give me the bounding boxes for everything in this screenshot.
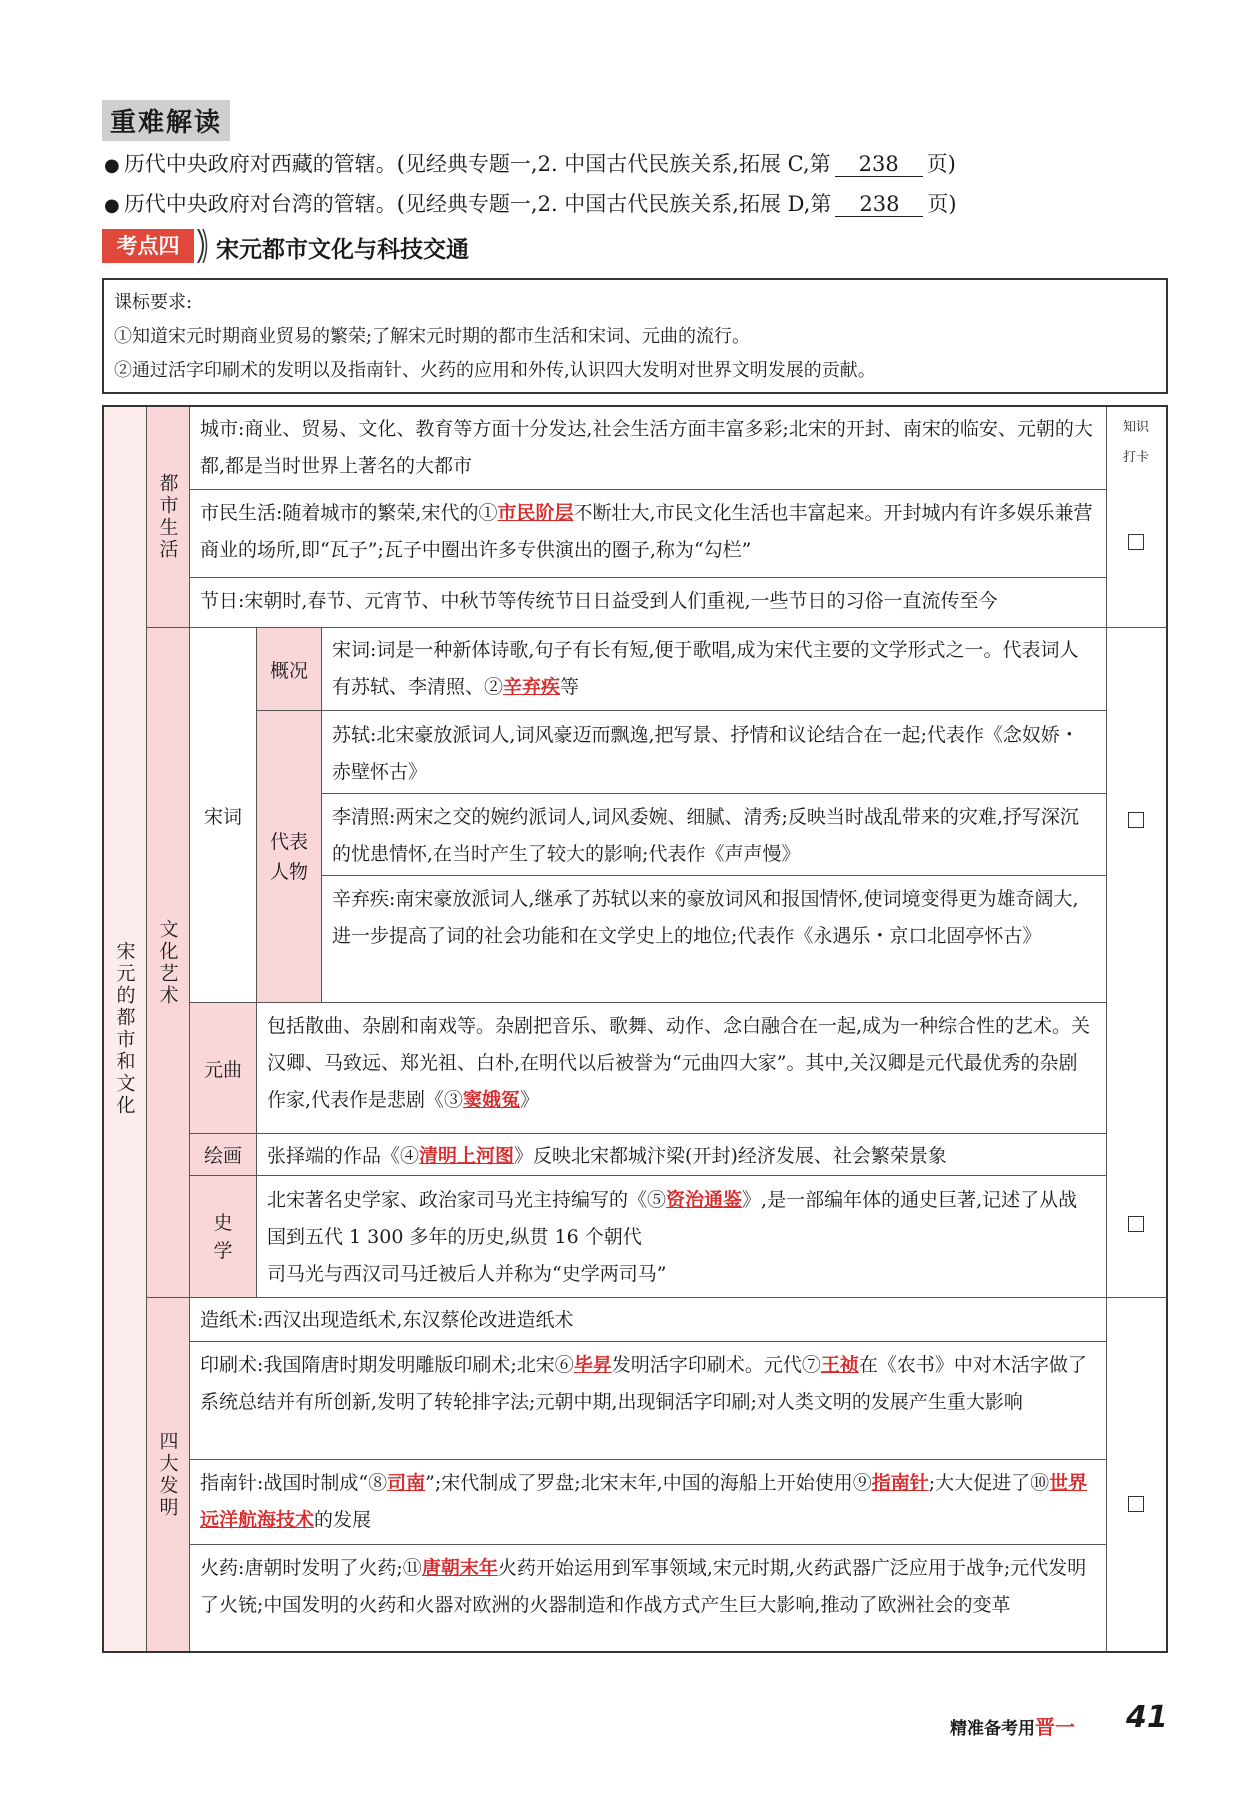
checkbox-sida[interactable] [1128, 1496, 1144, 1512]
row-shimin: 市民生活:随着城市的繁荣,宋代的①市民阶层不断壮大,市民文化生活也丰富起来。开封城内有许多娱乐兼营商业的场所,即“瓦子”;瓦子中圈出许多专供演出的圈子,称为“勾栏” [200, 502, 1093, 561]
answer-8: 司南 [387, 1472, 426, 1494]
row-city: 城市:商业、贸易、文化、教育等方面十分发达,社会生活方面丰富多彩;北宋的开封、南宋的临安、元朝的大都,都是当时世界上著名的大都市 [200, 418, 1093, 477]
row-huoyao: 火药:唐朝时发明了火药;⑪唐朝末年火药开始运用到军事领域,宋元时期,火药武器广泛应用于战争;元代发明了火铳;中国发明的火药和火器对欧洲的火器制造和作战方式产生巨大影响,推动了欧洲社会的变革 [200, 1557, 1087, 1616]
checkbox-dushi[interactable] [1128, 534, 1144, 550]
section-label-wenhua: 文化艺术 [147, 628, 189, 1297]
kaodian-divider-icon [196, 229, 210, 263]
bullet-item [104, 188, 957, 218]
checkbox-songci[interactable] [1128, 812, 1144, 828]
sub-label-gaikuang: 概况 [257, 628, 321, 710]
kaodian-title: 宋元都市文化与科技交通 [216, 237, 469, 263]
answer-7: 王祯 [820, 1354, 859, 1376]
outer-label: 宋元的都市和文化 [104, 407, 146, 1651]
standard-item: ②通过活字印刷术的发明以及指南针、火药的应用和外传,认识四大发明对世界文明发展的贡献。 [114, 360, 876, 381]
knowledge-table [102, 405, 1168, 1653]
row-shixue-note: 司马光与西汉司马迁被后人并称为“史学两司马” [267, 1263, 667, 1285]
fill-blank: 238 [835, 192, 923, 217]
section-label-dushi: 都市生活 [147, 407, 189, 627]
row-yinshua: 印刷术:我国隋唐时期发明雕版印刷术;北宋⑥毕昇发明活字印刷术。元代⑦王祯在《农书》中对木活字做了系统总结并有所创新,发明了转轮排字法;元朝中期,出现铜活字印刷;对人类文明的发展产生重大影响 [200, 1354, 1087, 1413]
bullet-item [104, 148, 956, 178]
standard-title: 课标要求: [114, 292, 193, 313]
row-liqingzhao: 李清照:两宋之交的婉约派词人,词风委婉、细腻、清秀;反映当时战乱带来的灾难,抒写深沉的忧患情怀,在当时产生了较大的影响;代表作《声声慢》 [332, 806, 1079, 865]
section-heading: 重难解读 [102, 100, 230, 141]
sub-label-shixue: 史学 [190, 1176, 256, 1297]
section-label-sida: 四大发明 [147, 1298, 189, 1651]
page-number: 41 [1126, 1700, 1168, 1735]
footer-brand: 精准备考用晋一 [950, 1715, 1075, 1739]
checkbox-shixue[interactable] [1128, 1216, 1144, 1232]
row-jieri: 节日:宋朝时,春节、元宵节、中秋节等传统节日日益受到人们重视,一些节日的习俗一直流传至今 [200, 590, 998, 612]
answer-6: 毕昇 [573, 1354, 612, 1376]
bullet-icon: ● [104, 155, 120, 176]
row-shixue: 北宋著名史学家、政治家司马光主持编写的《⑤资治通鉴》,是一部编年体的通史巨著,记述了从战国到五代 1 300 多年的历史,纵贯 16 个朝代 [267, 1189, 1078, 1248]
answer-2: 辛弃疾 [503, 676, 561, 698]
row-yuanqu: 包括散曲、杂剧和南戏等。杂剧把音乐、歌舞、动作、念白融合在一起,成为一种综合性的艺术。关汉卿、马致远、郑光祖、白朴,在明代以后被誉为“元曲四大家”。其中,关汉卿是元代最优秀的杂剧作家,代表作是悲剧《③窦娥冤》 [267, 1015, 1091, 1111]
sub-label-yuanqu: 元曲 [190, 1003, 256, 1133]
kaodian-tag: 考点四 [102, 229, 194, 263]
answer-5: 资治通鉴 [666, 1189, 743, 1211]
answer-1: 市民阶层 [497, 502, 574, 524]
row-sushi: 苏轼:北宋豪放派词人,词风豪迈而飘逸,把写景、抒情和议论结合在一起;代表作《念奴娇・赤壁怀古》 [332, 724, 1079, 783]
row-huihua: 张择端的作品《④清明上河图》反映北宋都城汴梁(开封)经济发展、社会繁荣景象 [267, 1145, 947, 1167]
checkin-header: 知识 打卡 [1122, 420, 1149, 465]
sub-label-daibiao: 代表人物 [257, 711, 321, 1002]
answer-11: 唐朝末年 [421, 1557, 498, 1579]
row-xinqiji: 辛弃疾:南宋豪放派词人,继承了苏轼以来的豪放词风和报国情怀,使词境变得更为雄奇阔大,进一步提高了词的社会功能和在文学史上的地位;代表作《永遇乐・京口北固亭怀古》 [332, 888, 1079, 947]
bullet-tail: 页) [927, 192, 957, 216]
row-songci: 宋词:词是一种新体诗歌,句子有长有短,便于歌唱,成为宋代主要的文学形式之一。代表词人有苏轼、李清照、②辛弃疾等 [332, 639, 1079, 698]
row-zaozhi: 造纸术:西汉出现造纸术,东汉蔡伦改进造纸术 [200, 1309, 574, 1331]
fill-blank: 238 [835, 152, 923, 177]
answer-10: 世界远洋航海技术 [200, 1472, 1088, 1531]
bullet-icon: ● [104, 195, 120, 216]
answer-3: 窦娥冤 [463, 1089, 521, 1111]
bullet-text: 历代中央政府对西藏的管辖。(见经典专题一,2. 中国古代民族关系,拓展 C,第 [123, 152, 831, 176]
bullet-text: 历代中央政府对台湾的管辖。(见经典专题一,2. 中国古代民族关系,拓展 D,第 [123, 192, 832, 216]
curriculum-standard [102, 278, 1168, 394]
sub-label-huihua: 绘画 [190, 1134, 256, 1175]
bullet-tail: 页) [926, 152, 956, 176]
sub-label-songci: 宋词 [190, 628, 256, 1002]
standard-item: ①知道宋元时期商业贸易的繁荣;了解宋元时期的都市生活和宋词、元曲的流行。 [114, 326, 751, 347]
row-zhinanzhen: 指南针:战国时制成“⑧司南”;宋代制成了罗盘;北宋末年,中国的海船上开始使用⑨指南针;大大促进了⑩世界远洋航海技术的发展 [200, 1472, 1088, 1531]
answer-4: 清明上河图 [419, 1145, 515, 1167]
answer-9: 指南针 [871, 1472, 929, 1494]
